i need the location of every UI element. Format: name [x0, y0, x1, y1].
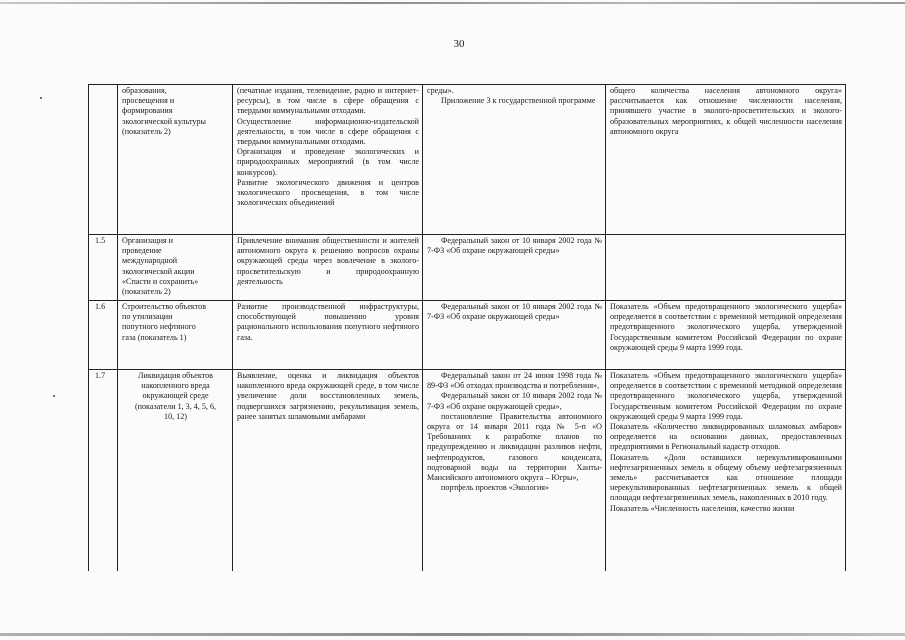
indicator-cell: [605, 301, 845, 370]
activity-cell: [117, 235, 232, 301]
activity-line: экологической акции: [122, 266, 195, 276]
activity-line: окружающей среде: [142, 391, 209, 401]
indicator-cell: [605, 235, 845, 301]
activity-line: (показатель 2): [122, 126, 171, 136]
activity-line: международной: [122, 256, 178, 266]
activity-line: (показатели 1, 3, 4, 5, 6,: [134, 401, 217, 411]
activity-line: экологической культуры: [122, 116, 206, 126]
indicator-paragraph: Показатель «Доля оставшихся нерекультивированными нефтезагрязненных земель к общему объему нефтезагрязненных земель» рассчитывается как отношение площади нерекультивированных нефтезагрязненных земель к общей площади нефтезагрязненных земель, накопленных в 2010 году.: [610, 452, 842, 503]
activity-line: «Спасти и сохранить»: [122, 276, 199, 286]
legal-basis-cell: [422, 370, 605, 571]
basis-paragraph: постановление Правительства автономного округа от 14 января 2011 года № 5-п «О Требованиях к разработке планов по предупреждению и ликвидации разливов нефти, нефтепродуктов, газового конденсата, подтоварной воды на территории Ханты-Мансийского автономного округа – Югры»,: [427, 411, 602, 483]
table-row: [89, 300, 845, 370]
activity-line: просвещения и: [122, 96, 175, 106]
activity-line: (показатель 2): [122, 287, 171, 297]
content-paragraph: Развитие производственной инфраструктуры, способствующей повышению уровня рационального использования попутного нефтяного газа.: [237, 302, 419, 342]
indicator-paragraph: Показатель «Количество ликвидированных шламовых амбаров» определяется на основании данных, предоставленных предприятиями в Региональный кадастр отходов.: [610, 422, 842, 452]
row-number: 1.5: [95, 236, 106, 245]
table-row: [89, 369, 845, 571]
activity-cell: [117, 370, 232, 571]
indicator-paragraph: Показатель «Объем предотвращенного экологического ущерба» определяется в соответствии с временной методикой определения предотвращенного экологического ущерба, утвержденной Государственным комитетом Российской Федерации по охране окружающей среды 9 марта 1999 года.: [610, 371, 842, 421]
activity-line: по утилизации: [122, 312, 173, 322]
legal-basis-cell: [422, 85, 605, 234]
content-cell: [232, 301, 422, 370]
row-number: 1.7: [95, 371, 106, 380]
legal-basis-cell: [422, 301, 605, 370]
content-paragraph: Развитие экологического движения и центров экологического просвещения, в том числе экологических объединений: [237, 177, 419, 208]
basis-paragraph: Федеральный закон от 24 июня 1998 года № 89-ФЗ «Об отходах производства и потребления»,: [427, 371, 602, 391]
content-paragraph: Организация и проведение экологических и природоохранных мероприятий (в том числе конкурсов).: [237, 147, 419, 177]
indicator-paragraph: Показатель «Численность населения, качество жизни: [610, 503, 795, 513]
table-row: [89, 85, 845, 234]
basis-paragraph: среды».: [427, 86, 454, 95]
row-number-cell: [89, 370, 117, 571]
activity-line: формирования: [122, 106, 173, 116]
basis-paragraph: Федеральный закон от 10 января 2002 года № 7-ФЗ «Об охране окружающей среды»,: [427, 391, 602, 411]
activity-line: газа (показатель 1): [122, 332, 187, 342]
row-number: 1.6: [95, 302, 106, 311]
legal-basis-cell: [422, 235, 605, 301]
content-cell: [232, 370, 422, 571]
scan-bottom-edge: [0, 633, 905, 636]
indicator-cell: [605, 370, 845, 571]
activity-line: образования,: [122, 86, 167, 95]
content-paragraph: Выявление, оценка и ликвидация объектов накопленного вреда окружающей среде, в том числе увеличение доли восстановленных земель, подвергшихся загрязнению, рекультивация земель, ранее занятых шламовыми амбарами: [237, 371, 419, 421]
activity-cell: [117, 85, 232, 234]
activity-line: Организация и: [122, 236, 173, 245]
content-cell: [232, 85, 422, 234]
table-row: [89, 234, 845, 301]
basis-paragraph: Федеральный закон от 10 января 2002 года № 7-ФЗ «Об охране окружающей среды»: [427, 236, 602, 256]
scan-speck: [53, 395, 55, 397]
basis-paragraph: Федеральный закон от 10 января 2002 года № 7-ФЗ «Об охране окружающей среды»: [427, 302, 602, 322]
activity-line: Ликвидация объектов: [138, 371, 213, 380]
indicator-cell: [605, 85, 845, 234]
activity-line: попутного нефтяного: [122, 322, 196, 332]
indicator-paragraph: общего количества населения автономного округа» рассчитывается как отношение численности населения, принявшего участие в эколого-просветительских и эколого-образовательных мероприятиях, к общей численности населения автономного округа: [610, 86, 842, 136]
row-number-cell: [89, 235, 117, 301]
basis-paragraph: Приложение 3 к государственной программе: [441, 96, 596, 106]
scan-speck: [40, 97, 42, 99]
page-number: 30: [453, 38, 465, 50]
activity-cell: [117, 301, 232, 370]
row-number-cell: [89, 85, 117, 234]
activity-line: Строительство объектов: [122, 302, 207, 311]
indicator-paragraph: Показатель «Объем предотвращенного экологического ущерба» определяется в соответствии с временной методикой определения предотвращенного экологического ущерба, утвержденной Государственным комитетом Российской Федерации по охране окружающей среды 9 марта 1999 года.: [610, 302, 842, 352]
scan-top-edge: [0, 2, 905, 4]
basis-paragraph: портфель проектов «Экология»: [441, 483, 550, 493]
program-table: [88, 84, 846, 571]
activity-line: проведение: [122, 246, 162, 256]
content-cell: [232, 235, 422, 301]
content-paragraph: Привлечение внимания общественности и жителей автономного округа к решению вопросов охраны окружающей среды через вовлечение в эколого-просветительскую и природоохранную деятельность: [237, 236, 419, 286]
activity-line: накопленного вреда: [141, 381, 210, 391]
row-number-cell: [89, 301, 117, 370]
activity-line: 10, 12): [164, 411, 187, 421]
content-paragraph: (печатные издания, телевидение, радио и интернет-ресурсы), в том числе в сфере обращения с твердыми коммунальными отходами.: [237, 86, 419, 116]
content-paragraph: Осуществление информационно-издательской деятельности, в том числе в сфере обращения с твердыми коммунальными отходами.: [237, 116, 419, 147]
